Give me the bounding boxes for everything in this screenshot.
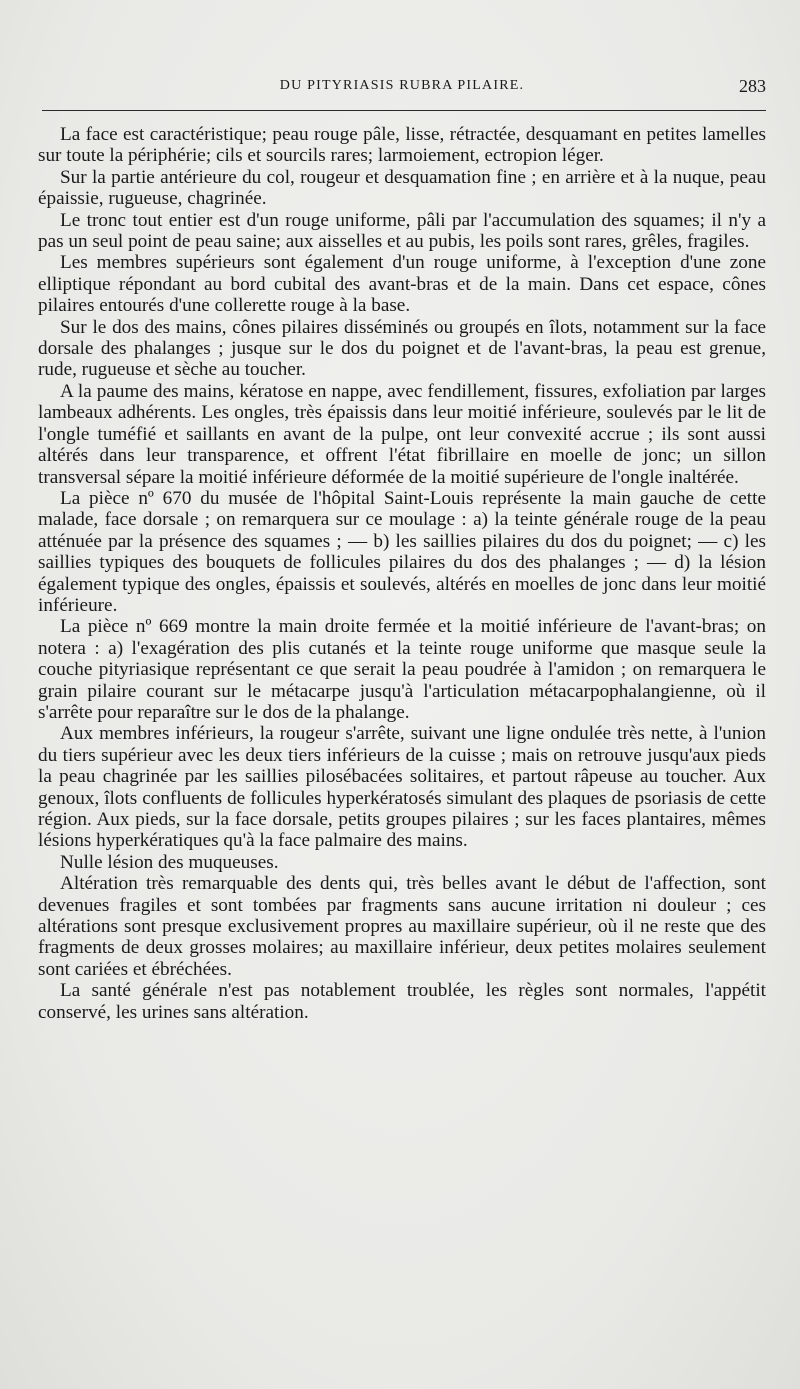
paragraph: A la paume des mains, kératose en nappe, avec fendillement, fissures, exfoliation par larges lambeaux adhérents. Les ongles, très épaissis dans leur moitié inférieure, soulevés par le lit de l'ongle tuméfié et saillants en avant de la pulpe, ont leur convexité accrue ; ils sont aussi altérés dans leur transparence, et offrent l'état fibrillaire en moelle de jonc; un sillon transversal sépare la moitié inférieure déformée de la moitié supérieure de l'ongle inaltérée.	[38, 380, 766, 488]
paragraph: Aux membres inférieurs, la rougeur s'arrête, suivant une ligne ondulée très nette, à l'union du tiers supérieur avec les deux tiers inférieurs de la cuisse ; mais on retrouve jusqu'aux pieds la peau chagrinée par les saillies pilosébacées solitaires, et partout râpeuse au toucher. Aux genoux, îlots confluents de follicules hyperkératosés simulant des plaques de psoriasis de cette région. Aux pieds, sur la face dorsale, petits groupes pilaires ; sur les faces plantaires, mêmes lésions hyperkératiques qu'à la face palmaire des mains.	[38, 723, 766, 852]
paragraph: La pièce nº 670 du musée de l'hôpital Saint-Louis représente la main gauche de cette malade, face dorsale ; on remarquera sur ce moulage : a) la teinte générale rouge de la peau atténuée par la présence des squames ; — b) les saillies pilaires du dos du poignet; — c) les saillies typiques des bouquets de follicules pilaires du dos des phalanges ; — d) la lésion également typique des ongles, épaissis et soulevés, altérés en moelles de jonc dans leur moitié inférieure.	[38, 487, 766, 616]
running-title: DU PITYRIASIS RUBRA PILAIRE.	[279, 78, 525, 93]
page-number: 283	[739, 76, 766, 96]
paragraph: Altération très remarquable des dents qui, très belles avant le début de l'affection, sont devenues fragiles et sont tombées par fragments sans aucune irritation ni douleur ; ces altérations sont presque exclusivement propres au maxillaire supérieur, où il ne reste que des fragments de deux grosses molaires; au maxillaire inférieur, deux petites molaires seulement sont cariées et ébréchées.	[38, 873, 766, 980]
paragraph: Sur le dos des mains, cônes pilaires disséminés ou groupés en îlots, notamment sur la face dorsale des phalanges ; jusque sur le dos du poignet et de l'avant-bras, la peau est grenue, rude, rugueuse et sèche au toucher.	[38, 316, 766, 381]
paragraph: Les membres supérieurs sont également d'un rouge uniforme, à l'exception d'une zone elliptique répondant au bord cubital des avant-bras et de la main. Dans cet espace, cônes pilaires entourés d'une collerette rouge à la base.	[38, 252, 766, 317]
body-text	[38, 124, 766, 1023]
paragraph: La santé générale n'est pas notablement troublée, les règles sont normales, l'appétit conservé, les urines sans altération.	[38, 980, 766, 1023]
header-rule	[42, 110, 766, 111]
page-header	[38, 74, 766, 104]
paragraph: Nulle lésion des muqueuses.	[60, 851, 279, 873]
paragraph: Sur la partie antérieure du col, rougeur et desquamation fine ; en arrière et à la nuque, peau épaissie, rugueuse, chagrinée.	[38, 166, 766, 210]
paragraph: Le tronc tout entier est d'un rouge uniforme, pâli par l'accumulation des squames; il n'y a pas un seul point de peau saine; aux aisselles et au pubis, les poils sont rares, grêles, fragiles.	[38, 209, 766, 253]
paragraph: La pièce nº 669 montre la main droite fermée et la moitié inférieure de l'avant-bras; on notera : a) l'exagération des plis cutanés et la teinte rouge uniforme que masque seule la couche pityriasique représentant ce que serait la peau poudrée à l'amidon ; on remarquera le grain pilaire courant sur le métacarpe jusqu'à l'articulation métacarpophalangienne, où il s'arrête pour reparaître sur le dos de la phalange.	[38, 616, 766, 723]
paragraph: La face est caractéristique; peau rouge pâle, lisse, rétractée, desquamant en petites lamelles sur toute la périphérie; cils et sourcils rares; larmoiement, ectropion léger.	[38, 124, 766, 167]
